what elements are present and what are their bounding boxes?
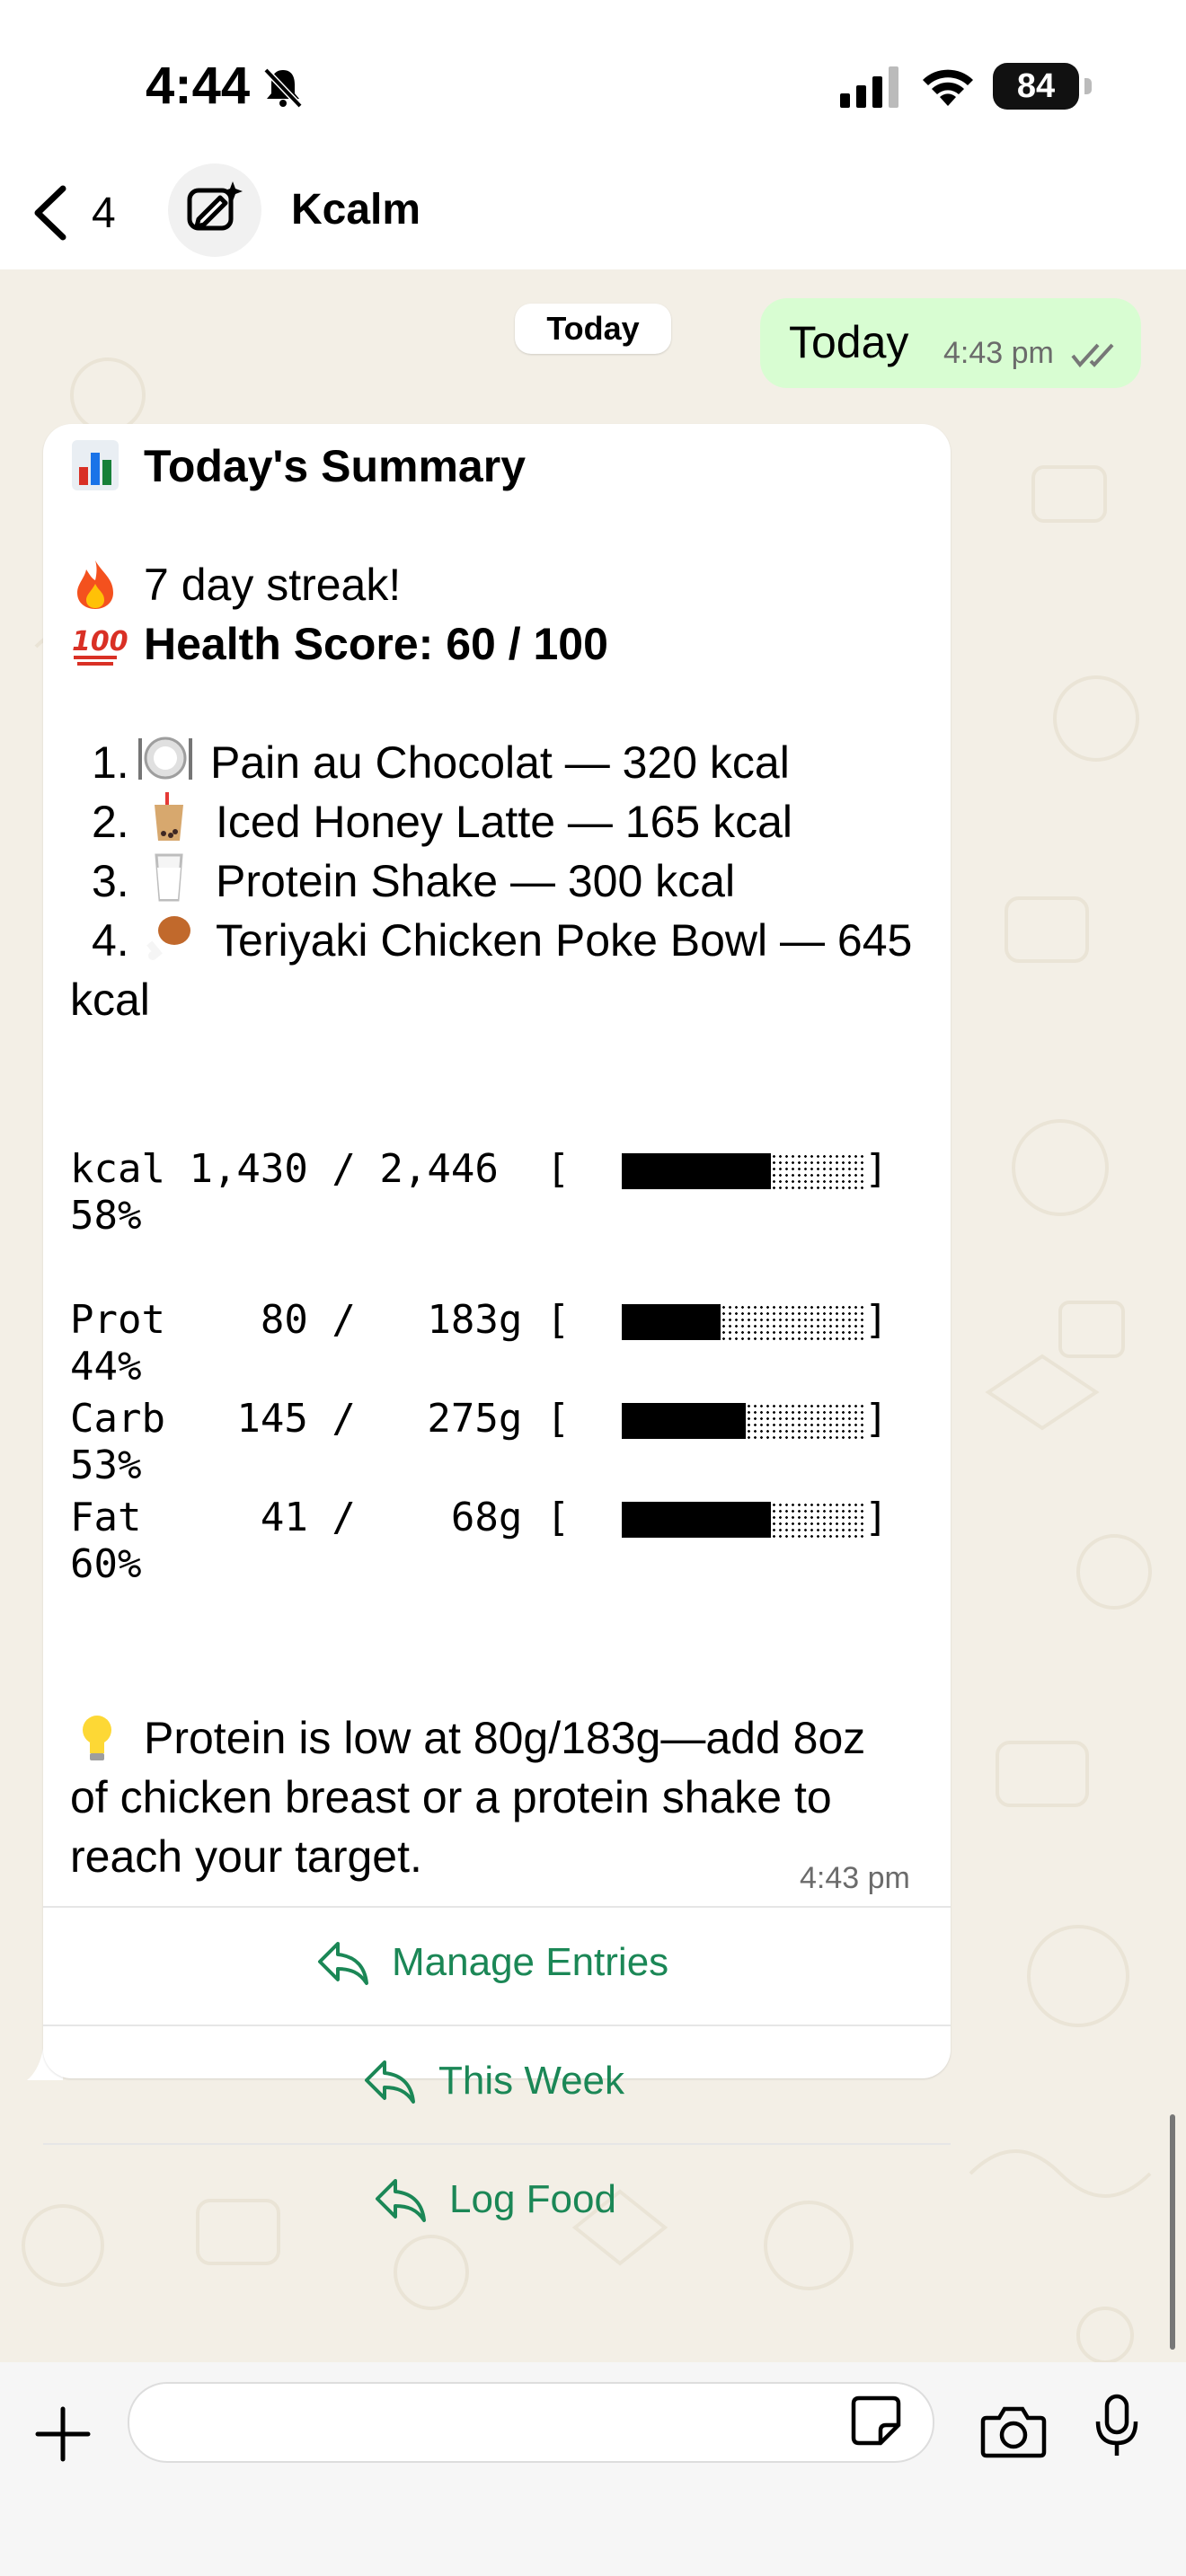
bracket-close: ] [864, 1396, 889, 1442]
back-unread-count[interactable]: 4 [92, 190, 116, 237]
camera-icon[interactable] [981, 2404, 1046, 2457]
date-separator: Today [515, 304, 671, 354]
svg-text:100: 100 [72, 626, 128, 657]
meal-number: 4. [92, 915, 129, 966]
tip-line-3: reach your target. [70, 1831, 422, 1882]
read-ticks-icon [1071, 341, 1121, 368]
bubble-tea-icon [146, 792, 192, 842]
chat-header [0, 162, 1186, 269]
sticker-icon[interactable] [850, 2395, 902, 2447]
this-week-label: This Week [438, 2059, 625, 2103]
chat-area[interactable] [0, 269, 1186, 2362]
macro-kcal-label: kcal 1,430 / 2,446 [ [70, 1146, 571, 1192]
message-input[interactable] [128, 2382, 934, 2463]
log-food-label: Log Food [449, 2177, 616, 2221]
macro-fat-bar [579, 1502, 850, 1538]
microphone-icon[interactable] [1094, 2395, 1139, 2459]
macro-fat-pct: 60% [70, 1541, 142, 1587]
hundred-points-icon [72, 618, 128, 668]
contact-name[interactable]: Kcalm [291, 186, 421, 234]
macro-fat-label: Fat 41 / 68g [ [70, 1495, 571, 1540]
light-bulb-icon [74, 1712, 120, 1762]
plus-icon[interactable] [36, 2407, 90, 2461]
macro-protein-bar [579, 1304, 850, 1340]
bell-muted-icon [261, 65, 305, 110]
scrollbar[interactable] [1170, 2114, 1175, 2350]
summary-title: Today's Summary [144, 441, 526, 491]
composer-bar [0, 2362, 1186, 2576]
manage-entries-button[interactable] [43, 1908, 951, 2025]
reply-arrow-icon [374, 2177, 426, 2224]
macro-kcal-pct: 58% [70, 1193, 142, 1239]
bracket-close: ] [864, 1495, 889, 1540]
outgoing-time: 4:43 pm [943, 336, 1054, 370]
back-chevron-icon[interactable] [25, 181, 79, 244]
outgoing-message[interactable] [760, 298, 1141, 388]
meal-item-wrap: kcal [70, 975, 150, 1025]
log-food-button[interactable] [43, 2145, 951, 2251]
pen-sparkle-icon [168, 163, 261, 257]
wifi-icon [920, 63, 976, 108]
incoming-message[interactable] [43, 424, 951, 2221]
poultry-leg-icon [146, 911, 192, 961]
battery-indicator: 84 [993, 63, 1079, 110]
meal-item: Pain au Chocolat — 320 kcal [210, 737, 790, 788]
this-week-button[interactable] [43, 2026, 951, 2143]
macro-protein-pct: 44% [70, 1344, 142, 1389]
plate-cutlery-icon [137, 733, 194, 783]
status-time: 4:44 [146, 57, 251, 115]
glass-of-milk-icon [146, 851, 192, 902]
bracket-close: ] [864, 1146, 889, 1192]
meal-number: 1. [92, 737, 129, 788]
reply-arrow-icon [363, 2059, 415, 2105]
outgoing-text: Today [789, 317, 909, 367]
meal-number: 2. [92, 797, 129, 847]
manage-entries-label: Manage Entries [392, 1940, 669, 1984]
signal-icon [840, 66, 901, 108]
streak-text: 7 day streak! [144, 560, 402, 610]
reply-arrow-icon [316, 1940, 368, 1987]
fire-icon [72, 559, 119, 609]
meal-item: Protein Shake — 300 kcal [216, 856, 736, 906]
avatar[interactable] [168, 163, 261, 257]
macro-carb-bar [579, 1403, 850, 1439]
macro-protein-label: Prot 80 / 183g [ [70, 1297, 571, 1343]
meal-item: Teriyaki Chicken Poke Bowl — 645 [216, 915, 913, 966]
bracket-close: ] [864, 1297, 889, 1343]
bar-chart-icon [72, 440, 119, 490]
meal-number: 3. [92, 856, 129, 906]
tip-line-1: Protein is low at 80g/183g—add 8oz [144, 1713, 866, 1763]
macro-carb-pct: 53% [70, 1442, 142, 1488]
macro-carb-label: Carb 145 / 275g [ [70, 1396, 571, 1442]
health-score: Health Score: 60 / 100 [144, 619, 608, 669]
incoming-time: 4:43 pm [800, 1861, 910, 1895]
macro-kcal-bar [579, 1153, 850, 1189]
tip-line-2: of chicken breast or a protein shake to [70, 1772, 832, 1822]
status-bar [0, 0, 1186, 162]
meal-item: Iced Honey Latte — 165 kcal [216, 797, 793, 847]
